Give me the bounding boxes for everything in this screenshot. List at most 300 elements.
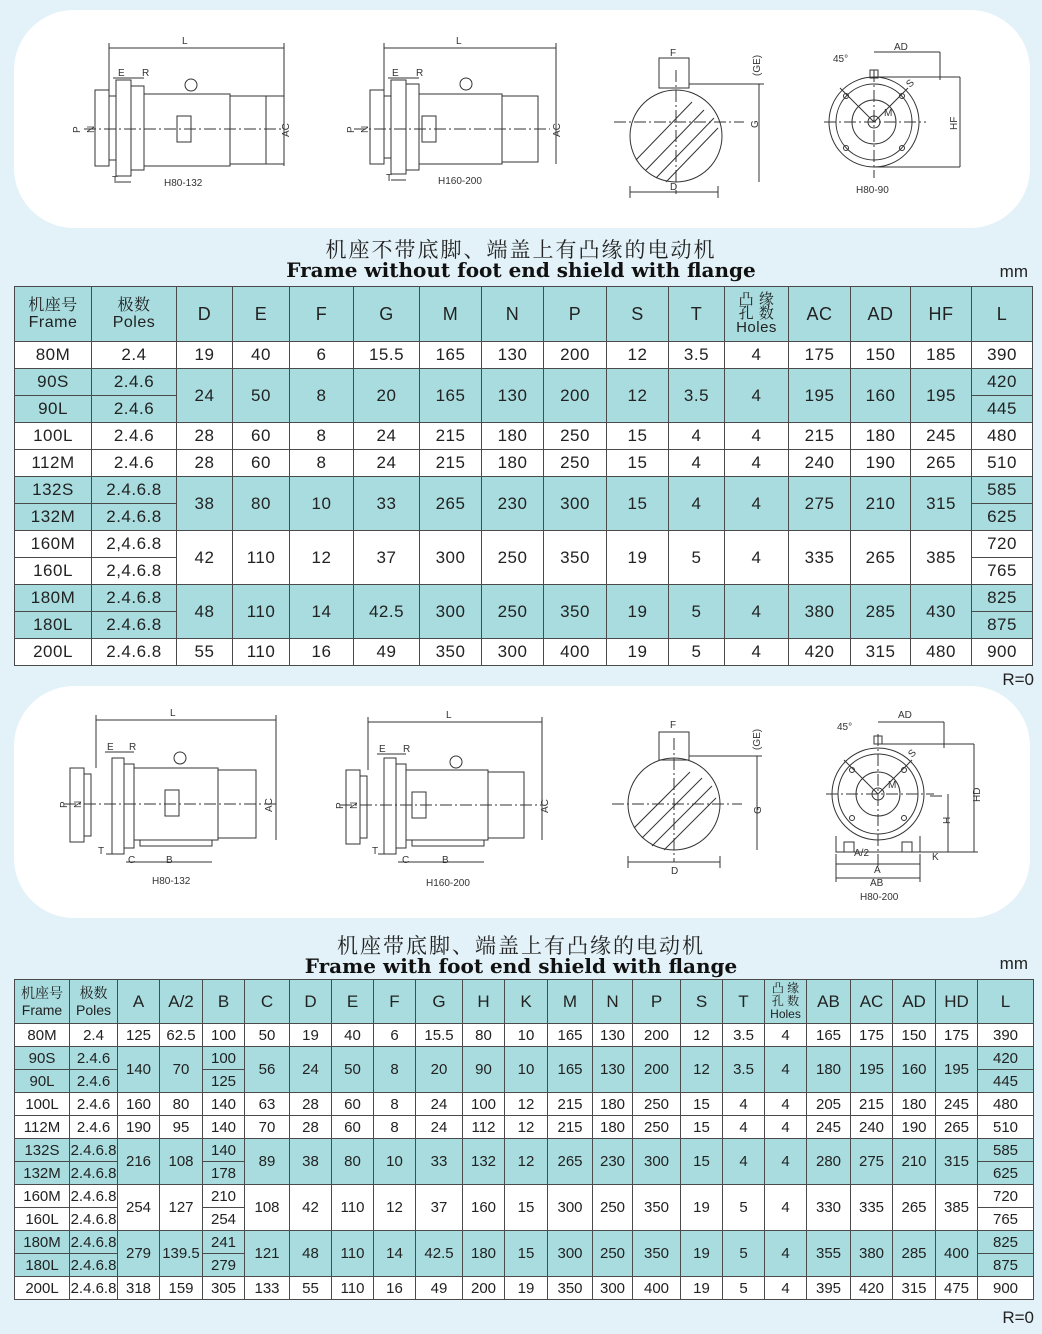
table2-cell-AB: 355 — [807, 1231, 851, 1277]
table1-cell-P: 350 — [544, 531, 607, 585]
dim-label-D-top: D — [670, 182, 678, 193]
table2-cell-P: 300 — [633, 1139, 681, 1185]
top-drawing-panel — [14, 10, 1030, 228]
table1-spec-table — [14, 286, 1033, 666]
dim-label-GE-top: (GE) — [752, 54, 763, 76]
table2-header-frame: 机座号 Frame — [15, 980, 70, 1024]
table1-cell-frame: 180L — [15, 612, 92, 639]
table2-cell-frame: 100L — [15, 1093, 70, 1116]
table2-header-AD: AD — [893, 980, 936, 1024]
table2-cell-G: 37 — [416, 1185, 463, 1231]
table1-cell-AC: 240 — [789, 450, 851, 477]
table2-header-HD: HD — [936, 980, 978, 1024]
dim-label-AC1: AC — [281, 123, 292, 137]
table1-row — [15, 342, 1033, 369]
table2-note: R=0 — [1002, 1308, 1034, 1327]
dim-label-AC3: AC — [264, 798, 275, 812]
table1-cell-frame: 90S — [15, 369, 92, 396]
table2-cell-P: 350 — [633, 1185, 681, 1231]
drawing-caption-6: H80-200 — [860, 892, 899, 903]
table1-cell-holes: 4 — [725, 639, 789, 666]
table2-cell-A: 318 — [118, 1277, 160, 1300]
drawing-caption-4: H80-132 — [152, 876, 191, 887]
dim-label-AC4: AC — [540, 799, 551, 813]
dim-label-L2: L — [456, 36, 462, 47]
table2-cell-HD: 475 — [936, 1277, 978, 1300]
table2-cell-A2: 95 — [160, 1116, 203, 1139]
table1-cell-E: 110 — [233, 639, 290, 666]
table1-cell-L: 585 — [972, 477, 1033, 504]
table2-cell-C: 63 — [245, 1093, 290, 1116]
dim-label-AD-top: AD — [894, 42, 908, 53]
table2-cell-L: 390 — [978, 1024, 1034, 1047]
table1-cell-L: 390 — [972, 342, 1033, 369]
table1-cell-E: 110 — [233, 585, 290, 639]
table2-cell-AC: 240 — [851, 1116, 893, 1139]
dim-label-L4: L — [446, 710, 452, 721]
table2-cell-A2: 62.5 — [160, 1024, 203, 1047]
table2-cell-B: 178 — [203, 1162, 245, 1185]
table2-cell-AD: 160 — [893, 1047, 936, 1093]
table2-cell-poles: 2.4.6 — [70, 1070, 118, 1093]
table2-cell-S: 12 — [681, 1024, 723, 1047]
table1-cell-holes: 4 — [725, 531, 789, 585]
dim-label-L1: L — [182, 36, 188, 47]
table2-cell-AB: 330 — [807, 1185, 851, 1231]
table1-cell-F: 16 — [290, 639, 354, 666]
table2-cell-holes: 4 — [765, 1116, 807, 1139]
table2-cell-D: 24 — [290, 1047, 332, 1093]
table1-cell-frame: 80M — [15, 342, 92, 369]
table2-cell-G: 15.5 — [416, 1024, 463, 1047]
table2-cell-A2: 108 — [160, 1139, 203, 1185]
foot-side-view-drawing-1 — [64, 715, 276, 862]
table2-cell-N: 230 — [593, 1139, 633, 1185]
dim-label-GE-bottom: (GE) — [752, 728, 763, 750]
table1-cell-N: 130 — [482, 369, 544, 423]
dim-label-E1: E — [118, 68, 125, 79]
table1-cell-AC: 380 — [789, 585, 851, 639]
table2-header-AC: AC — [851, 980, 893, 1024]
table1-cell-S: 12 — [607, 342, 669, 369]
table2-cell-HD: 175 — [936, 1024, 978, 1047]
table1-cell-M: 265 — [420, 477, 482, 531]
table2-cell-frame: 160L — [15, 1208, 70, 1231]
table1-cell-AD: 150 — [851, 342, 911, 369]
table1-cell-HF: 385 — [911, 531, 972, 585]
table2-cell-AC: 215 — [851, 1093, 893, 1116]
table1-cell-S: 15 — [607, 450, 669, 477]
dim-label-F-top: F — [670, 48, 677, 59]
table2-cell-HD: 265 — [936, 1116, 978, 1139]
table2-header-L: L — [978, 980, 1034, 1024]
table1-cell-G: 15.5 — [354, 342, 420, 369]
table2-cell-G: 20 — [416, 1047, 463, 1093]
table2-cell-poles: 2.4.6.8 — [70, 1208, 118, 1231]
table2-row — [15, 1231, 1034, 1254]
table2-cell-frame: 160M — [15, 1185, 70, 1208]
table1-cell-poles: 2.4.6 — [92, 396, 177, 423]
table1-header-row — [15, 287, 1033, 342]
table2-cell-B: 210 — [203, 1185, 245, 1208]
table1-cell-S: 15 — [607, 477, 669, 531]
table1-cell-poles: 2.4.6 — [92, 423, 177, 450]
table1-header-D: D — [177, 287, 233, 342]
dim-label-B3: B — [166, 855, 173, 866]
table1-cell-M: 165 — [420, 342, 482, 369]
table2-cell-frame: 90L — [15, 1070, 70, 1093]
dim-label-E3: E — [107, 742, 114, 753]
dim-label-T2: T — [386, 173, 393, 184]
table2-cell-L: 875 — [978, 1254, 1034, 1277]
table2-cell-T: 5 — [723, 1185, 765, 1231]
table2-cell-AD: 180 — [893, 1093, 936, 1116]
dim-label-E2: E — [392, 68, 399, 79]
table2-spec-table — [14, 979, 1034, 1300]
table2-cell-AD: 265 — [893, 1185, 936, 1231]
table1-header-S: S — [607, 287, 669, 342]
table1-cell-frame: 160L — [15, 558, 92, 585]
table1-cell-N: 250 — [482, 585, 544, 639]
table1-cell-frame: 200L — [15, 639, 92, 666]
table2-cell-holes: 4 — [765, 1231, 807, 1277]
table2-cell-K: 15 — [505, 1185, 548, 1231]
table1-header-F: F — [290, 287, 354, 342]
table2-cell-H: 100 — [463, 1093, 505, 1116]
table2-cell-G: 33 — [416, 1139, 463, 1185]
table2-cell-B: 100 — [203, 1047, 245, 1070]
dim-label-AD-bottom: AD — [898, 710, 912, 721]
table1-cell-M: 215 — [420, 450, 482, 477]
table1-cell-E: 60 — [233, 450, 290, 477]
table1-cell-L: 510 — [972, 450, 1033, 477]
table1-cell-M: 300 — [420, 531, 482, 585]
table2-row — [15, 1047, 1034, 1070]
table1-cell-poles: 2.4 — [92, 342, 177, 369]
table2-cell-AB: 205 — [807, 1093, 851, 1116]
table1-cell-HF: 265 — [911, 450, 972, 477]
table2-cell-D: 48 — [290, 1231, 332, 1277]
table1-row — [15, 585, 1033, 612]
table2-cell-L: 765 — [978, 1208, 1034, 1231]
table2-header-C: C — [245, 980, 290, 1024]
table2-cell-holes: 4 — [765, 1185, 807, 1231]
table2-cell-poles: 2.4.6 — [70, 1093, 118, 1116]
table2-header-holes: 凸 缘 孔 数 Holes — [765, 980, 807, 1024]
drawing-caption-2: H160-200 — [438, 176, 482, 187]
table2-row — [15, 1093, 1034, 1116]
table2-cell-poles: 2.4 — [70, 1024, 118, 1047]
table1-cell-AC: 175 — [789, 342, 851, 369]
dim-label-S-bottom: S — [906, 747, 919, 761]
dim-label-P2: P — [346, 126, 357, 133]
table1-cell-poles: 2,4.6.8 — [92, 558, 177, 585]
table2-cell-B: 241 — [203, 1231, 245, 1254]
table2-cell-E: 60 — [332, 1093, 374, 1116]
table1-cell-AC: 275 — [789, 477, 851, 531]
table1-cell-frame: 132M — [15, 504, 92, 531]
table2-cell-S: 12 — [681, 1047, 723, 1093]
drawing-caption-3: H80-90 — [856, 185, 889, 196]
table1-cell-L: 875 — [972, 612, 1033, 639]
table1-cell-M: 300 — [420, 585, 482, 639]
table2-header-P: P — [633, 980, 681, 1024]
table1-cell-N: 130 — [482, 342, 544, 369]
table1-cell-S: 19 — [607, 585, 669, 639]
table1-row — [15, 639, 1033, 666]
table2-cell-M: 215 — [548, 1093, 593, 1116]
table2-cell-AB: 245 — [807, 1116, 851, 1139]
shaft-section-drawing-bottom — [612, 732, 762, 868]
table2-cell-L: 625 — [978, 1162, 1034, 1185]
table2-cell-AC: 175 — [851, 1024, 893, 1047]
table1-cell-S: 15 — [607, 423, 669, 450]
table1-cell-N: 180 — [482, 450, 544, 477]
dim-label-A-bottom: A — [874, 865, 881, 876]
table2-cell-B: 140 — [203, 1116, 245, 1139]
table2-cell-L: 420 — [978, 1047, 1034, 1070]
table2-cell-B: 125 — [203, 1070, 245, 1093]
table1-header-G: G — [354, 287, 420, 342]
table2-cell-H: 112 — [463, 1116, 505, 1139]
table2-cell-A: 190 — [118, 1116, 160, 1139]
table1-cell-D: 48 — [177, 585, 233, 639]
table2-cell-S: 15 — [681, 1139, 723, 1185]
table1-cell-D: 24 — [177, 369, 233, 423]
table2-cell-C: 108 — [245, 1185, 290, 1231]
table2-cell-T: 4 — [723, 1116, 765, 1139]
table2-cell-F: 12 — [374, 1185, 416, 1231]
table2-header-N: N — [593, 980, 633, 1024]
table1-cell-HF: 195 — [911, 369, 972, 423]
table2-cell-D: 55 — [290, 1277, 332, 1300]
table2-cell-H: 90 — [463, 1047, 505, 1093]
table1-cell-T: 3.5 — [669, 369, 725, 423]
table1-unit: mm — [999, 262, 1028, 281]
table1-cell-AD: 315 — [851, 639, 911, 666]
table2-cell-C: 56 — [245, 1047, 290, 1093]
table2-cell-HD: 400 — [936, 1231, 978, 1277]
table2-cell-S: 15 — [681, 1093, 723, 1116]
dim-label-S-top: S — [904, 77, 917, 91]
table2-cell-L: 900 — [978, 1277, 1034, 1300]
table1-cell-L: 480 — [972, 423, 1033, 450]
drawing-caption-5: H160-200 — [426, 878, 470, 889]
table1-header-E: E — [233, 287, 290, 342]
dim-label-L3: L — [170, 708, 176, 719]
table1-cell-frame: 160M — [15, 531, 92, 558]
table2-cell-holes: 4 — [765, 1024, 807, 1047]
table1-cell-poles: 2,4.6.8 — [92, 531, 177, 558]
table1-title-en: Frame without foot end shield with flange — [286, 258, 756, 282]
table1-cell-P: 250 — [544, 450, 607, 477]
table2-cell-HD: 385 — [936, 1185, 978, 1231]
table2-cell-AB: 180 — [807, 1047, 851, 1093]
foot-side-view-drawing-2 — [340, 717, 542, 862]
table1-cell-holes: 4 — [725, 369, 789, 423]
table2-cell-S: 19 — [681, 1185, 723, 1231]
table1-cell-HF: 430 — [911, 585, 972, 639]
table1-cell-G: 49 — [354, 639, 420, 666]
table2-cell-P: 400 — [633, 1277, 681, 1300]
table1-cell-G: 33 — [354, 477, 420, 531]
table2-row — [15, 1277, 1034, 1300]
table2-cell-F: 8 — [374, 1047, 416, 1093]
table2-cell-L: 825 — [978, 1231, 1034, 1254]
table2-cell-AC: 335 — [851, 1185, 893, 1231]
table2-cell-N: 180 — [593, 1093, 633, 1116]
dim-label-D-bottom: D — [671, 866, 679, 877]
table2-cell-F: 8 — [374, 1093, 416, 1116]
table2-cell-C: 121 — [245, 1231, 290, 1277]
table1-cell-M: 165 — [420, 369, 482, 423]
table2-cell-poles: 2.4.6.8 — [70, 1231, 118, 1254]
table1-cell-AD: 180 — [851, 423, 911, 450]
table2-cell-AD: 210 — [893, 1139, 936, 1185]
table1-cell-E: 40 — [233, 342, 290, 369]
table2-cell-A: 254 — [118, 1185, 160, 1231]
table1-header-HF: HF — [911, 287, 972, 342]
table2-cell-HD: 315 — [936, 1139, 978, 1185]
table1-cell-T: 5 — [669, 531, 725, 585]
table1-cell-AD: 210 — [851, 477, 911, 531]
dim-label-angle-top: 45° — [833, 54, 849, 65]
table1-cell-HF: 315 — [911, 477, 972, 531]
table1-cell-N: 230 — [482, 477, 544, 531]
table1-header-frame: 机座号 Frame — [15, 287, 92, 342]
table1-cell-frame: 90L — [15, 396, 92, 423]
table1-cell-P: 200 — [544, 369, 607, 423]
table2-cell-L: 480 — [978, 1093, 1034, 1116]
table1-cell-N: 250 — [482, 531, 544, 585]
table1-cell-G: 37 — [354, 531, 420, 585]
table1-cell-T: 5 — [669, 639, 725, 666]
foot-end-view-drawing — [826, 722, 978, 882]
dim-label-N1: N — [86, 125, 97, 133]
table1-cell-AD: 265 — [851, 531, 911, 585]
table1-cell-HF: 185 — [911, 342, 972, 369]
table1-cell-poles: 2.4.6.8 — [92, 639, 177, 666]
table1-cell-F: 6 — [290, 342, 354, 369]
dim-label-N3: N — [73, 800, 84, 808]
dim-label-T3: T — [98, 846, 105, 857]
table1-cell-L: 765 — [972, 558, 1033, 585]
dim-label-R1: R — [142, 68, 150, 79]
table1-cell-poles: 2.4.6 — [92, 369, 177, 396]
table1-cell-L: 720 — [972, 531, 1033, 558]
table2-cell-A: 216 — [118, 1139, 160, 1185]
table2-cell-E: 50 — [332, 1047, 374, 1093]
table1-cell-T: 3.5 — [669, 342, 725, 369]
table2-cell-F: 10 — [374, 1139, 416, 1185]
table2-header-poles: 极数 Poles — [70, 980, 118, 1024]
table2-cell-P: 350 — [633, 1231, 681, 1277]
table2-cell-B: 100 — [203, 1024, 245, 1047]
table2-cell-M: 165 — [548, 1047, 593, 1093]
table2-cell-P: 200 — [633, 1047, 681, 1093]
table2-header-B: B — [203, 980, 245, 1024]
table2-cell-poles: 2.4.6.8 — [70, 1162, 118, 1185]
table1-row — [15, 477, 1033, 504]
table2-cell-T: 4 — [723, 1139, 765, 1185]
dim-label-E4: E — [379, 744, 386, 755]
table2-cell-N: 130 — [593, 1024, 633, 1047]
table2-cell-AB: 280 — [807, 1139, 851, 1185]
dim-label-R3: R — [129, 742, 137, 753]
table2-header-A: A — [118, 980, 160, 1024]
table2-cell-A: 160 — [118, 1093, 160, 1116]
dim-label-R4: R — [403, 744, 411, 755]
table2-cell-N: 250 — [593, 1185, 633, 1231]
table1-cell-poles: 2.4.6.8 — [92, 612, 177, 639]
dim-label-G-bottom: G — [753, 806, 764, 814]
table2-cell-D: 28 — [290, 1093, 332, 1116]
dim-label-P1: P — [72, 126, 83, 133]
dim-label-R2: R — [416, 68, 424, 79]
table1-cell-poles: 2.4.6 — [92, 450, 177, 477]
table1-header-M: M — [420, 287, 482, 342]
table2-cell-frame: 180M — [15, 1231, 70, 1254]
table1-cell-HF: 480 — [911, 639, 972, 666]
table2-cell-G: 49 — [416, 1277, 463, 1300]
table1-cell-poles: 2.4.6.8 — [92, 504, 177, 531]
table1-cell-F: 8 — [290, 423, 354, 450]
table2-cell-poles: 2.4.6 — [70, 1047, 118, 1070]
table1-cell-E: 80 — [233, 477, 290, 531]
table2-header-S: S — [681, 980, 723, 1024]
table1-cell-D: 55 — [177, 639, 233, 666]
table2-cell-C: 50 — [245, 1024, 290, 1047]
dim-label-C4: C — [402, 855, 410, 866]
table2-cell-G: 24 — [416, 1093, 463, 1116]
table1-note: R=0 — [1002, 670, 1034, 689]
table2-cell-E: 60 — [332, 1116, 374, 1139]
table1-cell-E: 60 — [233, 423, 290, 450]
table1-cell-E: 50 — [233, 369, 290, 423]
table2-cell-F: 8 — [374, 1116, 416, 1139]
table2-cell-AC: 275 — [851, 1139, 893, 1185]
table2-cell-D: 38 — [290, 1139, 332, 1185]
table1-cell-AD: 190 — [851, 450, 911, 477]
table2-header-E: E — [332, 980, 374, 1024]
table1-cell-T: 4 — [669, 450, 725, 477]
table2-row — [15, 1116, 1034, 1139]
table2-cell-M: 265 — [548, 1139, 593, 1185]
table1-row — [15, 531, 1033, 558]
table2-cell-AD: 150 — [893, 1024, 936, 1047]
table2-cell-A: 140 — [118, 1047, 160, 1093]
table2-cell-N: 250 — [593, 1231, 633, 1277]
dim-label-HD-bottom: HD — [972, 787, 983, 802]
table2-cell-AC: 195 — [851, 1047, 893, 1093]
table2-header-AB: AB — [807, 980, 851, 1024]
table2-header-M: M — [548, 980, 593, 1024]
table1-cell-holes: 4 — [725, 585, 789, 639]
table2-cell-HD: 245 — [936, 1093, 978, 1116]
dim-label-P4: P — [335, 802, 346, 809]
table2-cell-H: 80 — [463, 1024, 505, 1047]
dim-label-F-bottom: F — [670, 720, 677, 731]
table2-cell-E: 110 — [332, 1277, 374, 1300]
table2-cell-B: 254 — [203, 1208, 245, 1231]
dim-label-T4: T — [372, 846, 379, 857]
table2-cell-D: 19 — [290, 1024, 332, 1047]
table1-row — [15, 369, 1033, 396]
table1-cell-L: 420 — [972, 369, 1033, 396]
table1-cell-E: 110 — [233, 531, 290, 585]
table1-cell-D: 38 — [177, 477, 233, 531]
table2-header-row — [15, 980, 1034, 1024]
